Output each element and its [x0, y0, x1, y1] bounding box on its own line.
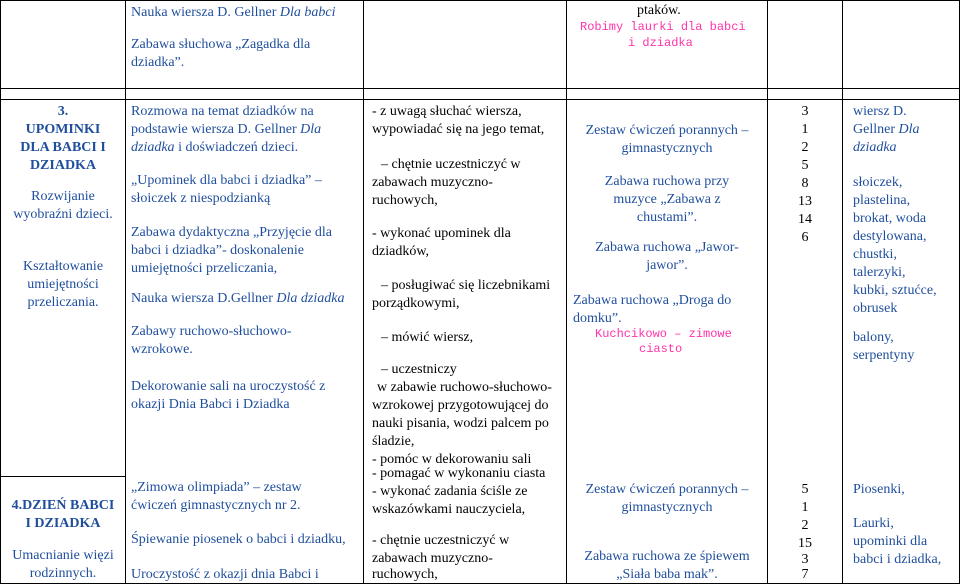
material-line: Gellner Dla — [853, 122, 920, 137]
skill-line: wypowiadać się na jego temat, — [372, 122, 545, 137]
activity-line: podstawie wiersza D. Gellner Dla — [131, 122, 322, 137]
activity-line: słoiczek z niespodzianką — [131, 191, 271, 206]
material-line: dziadka — [853, 140, 897, 155]
activity-line: Śpiewanie piosenek o babci i dziadku, — [131, 532, 346, 547]
skill-line: porządkowymi, — [372, 296, 460, 311]
skill-line: – uczestniczy — [381, 362, 457, 377]
exercise-line: Zabawa ruchowa „Droga do — [573, 293, 732, 308]
table-border-top — [0, 0, 960, 1]
goal-line3: Kształtowanie — [22, 259, 104, 274]
exercise-line: gimnastycznych — [621, 141, 713, 156]
skill-line: - wykonać zadania ściśle ze — [372, 484, 528, 499]
number-cell: 2 — [801, 140, 809, 155]
table-row-divider — [0, 99, 960, 100]
skill-line: – chętnie uczestniczyć w — [381, 157, 521, 172]
goal-line1: Rozwijanie — [31, 189, 95, 204]
number-cell: 13 — [798, 194, 812, 209]
material-line: wiersz D. — [853, 104, 907, 119]
goal-line4: umiejętności — [27, 277, 99, 292]
exercise-line: gimnastycznych — [621, 500, 713, 515]
skill-line: nauki pisania, wodzi palcem po — [372, 416, 549, 431]
skill-line: – posługiwać się liczebnikami — [381, 278, 551, 293]
material-line: balony, — [853, 330, 894, 345]
activity-line: „Upominek dla babci i dziadka” – — [131, 173, 322, 188]
skill-line: – mówić wiersz, — [381, 330, 474, 345]
activity-line: Zabawy ruchowo-słuchowo- — [131, 324, 292, 339]
material-line: upominki dla — [853, 534, 928, 549]
week4-title-line2: I DZIADKA — [25, 516, 101, 531]
table-row-divider — [0, 476, 125, 477]
table-col-divider — [125, 0, 126, 584]
table-row-divider — [0, 88, 960, 89]
activity-line: Dekorowanie sali na uroczystość z — [131, 379, 326, 394]
activity-line: ćwiczeń gimnastycznych nr 2. — [131, 498, 301, 513]
skill-line: - chętnie uczestniczyć w — [372, 533, 510, 548]
top-col2-line3: dziadka”. — [131, 55, 185, 70]
skill-line: - z uwagą słuchać wiersza, — [372, 104, 522, 119]
goal-line2: wyobraźni dzieci. — [13, 207, 113, 222]
table-col-divider — [363, 0, 364, 584]
number-cell: 8 — [801, 176, 809, 191]
activity-line: babci i dziadka”- doskonalenie — [131, 243, 304, 258]
exercise-line: Zabawa ruchowa ze śpiewem — [584, 549, 750, 564]
exercise-line: Zestaw ćwiczeń porannych – — [585, 482, 749, 497]
activity-line: wzrokowe. — [131, 342, 193, 357]
skill-line: ruchowych, — [372, 567, 438, 582]
exercise-line: Zabawa ruchowa „Jawor- — [595, 240, 739, 255]
skill-line: zabawach muzyczno- — [372, 551, 493, 566]
week-title-line1: UPOMINKI — [25, 122, 101, 137]
material-line: brokat, woda — [853, 211, 927, 226]
exercise-line: domku”. — [573, 311, 622, 326]
top-col2-line2: Zabawa słuchowa „Zagadka dla — [131, 37, 311, 52]
week-title-line2: DLA BABCI I — [20, 140, 106, 155]
activity-line: Zabawa dydaktyczna „Przyjęcie dla — [131, 225, 332, 240]
number-cell: 6 — [801, 230, 809, 245]
table-col-divider — [842, 0, 843, 584]
exercise-line: chustami”. — [636, 210, 698, 225]
number-cell: 5 — [801, 482, 809, 497]
activity-line: okazji Dnia Babci i Dziadka — [131, 397, 290, 412]
material-line: słoiczek, — [853, 175, 903, 190]
material-line: obrusek — [853, 301, 898, 316]
material-line: babci i dziadka, — [853, 552, 942, 567]
exercise-pink-line: Kuchcikowo – zimowe — [595, 327, 732, 341]
top-col4-pink2: i dziadka — [628, 36, 693, 50]
skill-line: dziadków, — [372, 244, 430, 259]
goal-line5: przeliczania. — [27, 295, 99, 310]
exercise-line: jawor”. — [646, 258, 688, 273]
activity-line: Nauka wiersza D.Gellner Dla dziadka — [131, 291, 345, 306]
number-cell: 15 — [798, 536, 812, 551]
skill-line: w zabawie ruchowo-słuchowo- — [377, 380, 552, 395]
material-line: Laurki, — [853, 516, 894, 531]
week4-title-line1: 4.DZIEŃ BABCI — [11, 498, 115, 513]
week-number: 3. — [57, 104, 69, 119]
top-col4-pink1: Robimy laurki dla babci — [580, 20, 746, 34]
skill-line: wzrokowej przygotowującej do — [372, 398, 549, 413]
week-title-line3: DZIADKA — [29, 158, 97, 173]
skill-line: zabawach muzyczno- — [372, 175, 493, 190]
material-line: plastelina, — [853, 193, 911, 208]
exercise-line: Zestaw ćwiczeń porannych – — [585, 123, 749, 138]
activity-line: dziadka i doświadczeń dzieci. — [131, 140, 299, 155]
material-line: serpentyny — [853, 348, 915, 363]
material-line: talerzyki, — [853, 265, 906, 280]
number-cell: 1 — [801, 122, 809, 137]
skill-line: - wykonać upominek dla — [372, 226, 511, 241]
exercise-line: „Siała baba mak”. — [616, 567, 718, 582]
material-line: Piosenki, — [853, 482, 905, 497]
top-col2-line1: Nauka wiersza D. Gellner Dla babci — [131, 5, 336, 20]
number-cell: 3 — [801, 552, 809, 567]
skill-line: wskazówkami nauczyciela, — [372, 502, 526, 517]
exercise-pink-line: ciasto — [639, 342, 683, 356]
number-cell: 14 — [798, 212, 812, 227]
skill-line: ruchowych, — [372, 193, 438, 208]
number-cell: 2 — [801, 518, 809, 533]
number-cell: 1 — [801, 500, 809, 515]
exercise-line: Zabawa ruchowa przy — [604, 174, 730, 189]
material-line: chustki, — [853, 247, 897, 262]
number-cell: 3 — [801, 104, 809, 119]
material-line: kubki, sztućce, — [853, 283, 937, 298]
skill-line: - pomagać w wykonaniu ciasta — [372, 466, 546, 481]
week4-goal-line1: Umacnianie więzi — [12, 548, 114, 563]
skill-line: śladzie, — [372, 434, 415, 449]
activity-line: Uroczystość z okazji dnia Babci i — [131, 567, 319, 582]
activity-line: Rozmowa na temat dziadków na — [131, 104, 314, 119]
exercise-line: muzyce „Zabawa z — [613, 192, 721, 207]
week4-goal-line2: rodzinnych. — [29, 566, 97, 581]
number-cell: 7 — [801, 567, 809, 582]
activity-line: „Zimowa olimpiada” – zestaw — [131, 480, 302, 495]
number-cell: 5 — [801, 158, 809, 173]
material-line: destylowana, — [853, 229, 927, 244]
top-col4-line1: ptaków. — [637, 3, 681, 18]
activity-line: umiejętności przeliczania, — [131, 261, 278, 276]
skill-line: - pomóc w dekorowaniu sali — [372, 452, 532, 467]
